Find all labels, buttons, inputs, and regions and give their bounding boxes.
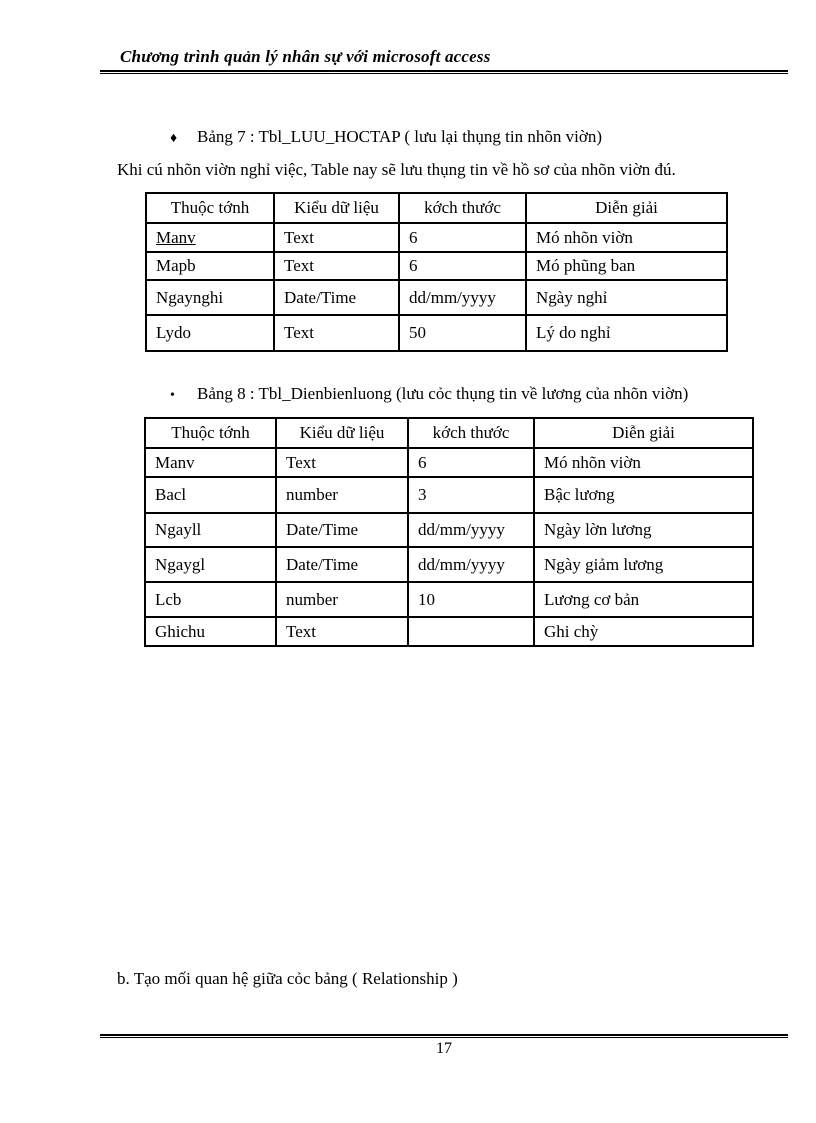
data-type-cell: Date/Time bbox=[274, 280, 399, 315]
column-header: Diễn giải bbox=[534, 418, 753, 448]
page-number: 17 bbox=[436, 1040, 452, 1057]
table-row bbox=[146, 280, 727, 315]
field-name-cell: Ngayll bbox=[145, 513, 276, 547]
field-name-cell: Mapb bbox=[146, 252, 274, 280]
circle-bullet-icon: • bbox=[170, 388, 175, 403]
data-type-cell: Text bbox=[276, 617, 408, 646]
table-dienbienluong bbox=[144, 417, 754, 647]
size-cell: 10 bbox=[408, 582, 534, 617]
bullet-item-table7 bbox=[170, 127, 602, 147]
table-row bbox=[146, 223, 727, 252]
field-name-cell: Ngaygl bbox=[145, 547, 276, 582]
table-row bbox=[146, 315, 727, 351]
size-cell: 6 bbox=[399, 223, 526, 252]
field-name-cell: Manv bbox=[145, 448, 276, 477]
description-cell: Mó phũng ban bbox=[526, 252, 727, 280]
table-header-row bbox=[145, 418, 753, 448]
column-header: kớch thước bbox=[408, 418, 534, 448]
size-cell: 6 bbox=[408, 448, 534, 477]
field-name-cell: Bacl bbox=[145, 477, 276, 513]
description-cell: Lương cơ bản bbox=[534, 582, 753, 617]
bullet-item-text: Bảng 8 : Tbl_Dienbienluong (lưu cỏc thụng tin về lương của nhõn viờn) bbox=[197, 384, 689, 403]
size-cell: dd/mm/yyyy bbox=[408, 547, 534, 582]
description-cell: Ghi chỳ bbox=[534, 617, 753, 646]
bullet-item-text: Bảng 7 : Tbl_LUU_HOCTAP ( lưu lại thụng tin nhõn viờn) bbox=[197, 127, 602, 146]
table-row bbox=[146, 252, 727, 280]
size-cell: dd/mm/yyyy bbox=[408, 513, 534, 547]
data-type-cell: Text bbox=[276, 448, 408, 477]
page-header-title: Chương trình quản lý nhân sự với microsoft access bbox=[120, 47, 491, 66]
table-row bbox=[145, 547, 753, 582]
description-cell: Ngày nghỉ bbox=[526, 280, 727, 315]
column-header: Diễn giải bbox=[526, 193, 727, 223]
size-cell: 3 bbox=[408, 477, 534, 513]
data-type-cell: Text bbox=[274, 252, 399, 280]
size-cell: 50 bbox=[399, 315, 526, 351]
table-row bbox=[145, 477, 753, 513]
data-type-cell: Date/Time bbox=[276, 513, 408, 547]
description-cell: Ngày lờn lương bbox=[534, 513, 753, 547]
diamond-bullet-icon: ♦ bbox=[170, 131, 178, 146]
table-row bbox=[145, 448, 753, 477]
field-name-cell: Manv bbox=[146, 223, 274, 252]
table-header-row bbox=[146, 193, 727, 223]
data-type-cell: number bbox=[276, 477, 408, 513]
column-header: Kiểu dữ liệu bbox=[276, 418, 408, 448]
field-name-cell: Ghichu bbox=[145, 617, 276, 646]
description-cell: Mó nhõn viờn bbox=[534, 448, 753, 477]
column-header: kớch thước bbox=[399, 193, 526, 223]
table-row bbox=[145, 513, 753, 547]
section-b-heading: b. Tạo mối quan hệ giữa cỏc bảng ( Relationship ) bbox=[117, 969, 458, 988]
footer-rule bbox=[100, 1034, 788, 1038]
field-name-cell: Lydo bbox=[146, 315, 274, 351]
data-type-cell: Date/Time bbox=[276, 547, 408, 582]
field-name-cell: Ngaynghi bbox=[146, 280, 274, 315]
data-type-cell: number bbox=[276, 582, 408, 617]
description-cell: Lý do nghỉ bbox=[526, 315, 727, 351]
table-row bbox=[145, 582, 753, 617]
column-header: Kiểu dữ liệu bbox=[274, 193, 399, 223]
size-cell: dd/mm/yyyy bbox=[399, 280, 526, 315]
data-type-cell: Text bbox=[274, 223, 399, 252]
size-cell: 6 bbox=[399, 252, 526, 280]
column-header: Thuộc tớnh bbox=[146, 193, 274, 223]
header-rule bbox=[100, 70, 788, 74]
size-cell bbox=[408, 617, 534, 646]
bullet-item-table8 bbox=[170, 384, 688, 404]
table-row bbox=[145, 617, 753, 646]
description-cell: Mó nhõn viờn bbox=[526, 223, 727, 252]
data-type-cell: Text bbox=[274, 315, 399, 351]
field-name-cell: Lcb bbox=[145, 582, 276, 617]
table-lưu-hoctap bbox=[145, 192, 728, 352]
intro-paragraph: Khi cú nhõn viờn nghỉ việc, Table nay sẽ lưu thụng tin về hồ sơ của nhõn viờn đú. bbox=[117, 160, 676, 179]
description-cell: Bậc lương bbox=[534, 477, 753, 513]
column-header: Thuộc tớnh bbox=[145, 418, 276, 448]
description-cell: Ngày giảm lương bbox=[534, 547, 753, 582]
